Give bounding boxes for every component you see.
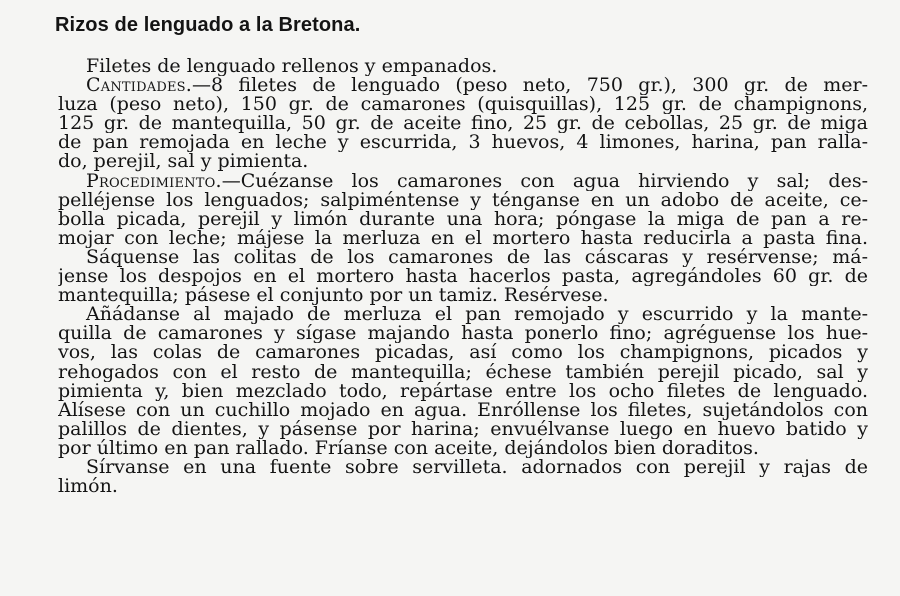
procedure-label: Procedimiento.	[86, 171, 222, 191]
recipe-body	[58, 57, 868, 496]
quantities-line-5: do, perejil, sal y pimienta.	[58, 152, 309, 172]
recipe-title: Rizos de lenguado a la Bretona.	[55, 14, 361, 36]
paragraph-3-line-8: por último en pan rallado. Fríanse con aceite, dejándolos bien doraditos.	[58, 438, 759, 458]
paragraph-3-line-6: Alísese con un cuchillo mojado en agua. Enróllense los filetes, sujetándolos con	[58, 400, 868, 420]
paragraph-2-line-2: jense los despojos en el mortero hasta hacerlos pasta, agregándoles 60 gr. de	[58, 267, 868, 287]
quantities-line-4: de pan remojada en leche y escurrida, 3 huevos, 4 limones, harina, pan ralla-	[58, 133, 868, 153]
procedure-line-2: pelléjense los lenguados; salpiméntense y ténganse en un adobo de aceite, ce-	[58, 190, 868, 210]
serving-line-2: limón.	[58, 477, 118, 497]
procedure-line-1	[58, 172, 868, 191]
subtitle-text: Filetes de lenguado rellenos y empanados.	[86, 57, 498, 77]
quantities-line-2: luza (peso neto), 150 gr. de camarones (quisquillas), 125 gr. de champignons,	[58, 95, 868, 115]
procedure-text-1: —Cuézanse los camarones con agua hirviendo y sal; des-	[221, 171, 868, 191]
paragraph-3-line-4: rehogados con el resto de mantequilla; échese también perejil picado, sal y	[58, 362, 868, 382]
paragraph-2-line-1: Sáquense las colitas de los camarones de las cáscaras y resérvense; má-	[86, 247, 868, 268]
quantities-line-3: 125 gr. de mantequilla, 50 gr. de aceite fino, 25 gr. de cebollas, 25 gr. de miga	[58, 114, 868, 134]
paragraph-3-line-1: Añádanse al majado de merluza el pan remojado y escurrido y la mante-	[86, 305, 868, 325]
procedure-line-4: mojar con leche; májese la merluza en el mortero hasta reducirla a pasta fina.	[58, 228, 868, 248]
paragraph-2-line-3: mantequilla; pásese el conjunto por un tamiz. Resérvese.	[58, 286, 609, 306]
subtitle-line	[58, 57, 868, 76]
serving-line-1: Sírvanse en una fuente sobre servilleta. adornados con perejil y rajas de	[86, 457, 868, 478]
paragraph-3-line-5: pimienta y, bien mezclado todo, repártase entre los ocho filetes de lenguado.	[58, 381, 868, 401]
procedure-line-3: bolla picada, perejil y limón durante una hora; póngase la miga de pan a re-	[58, 209, 868, 229]
quantities-label: Cantidades.	[86, 76, 192, 96]
paragraph-3-line-3: vos, las colas de camarones picadas, así como los champignons, picados y	[58, 343, 868, 363]
quantities-line-1	[58, 76, 868, 95]
quantities-text-1: —8 filetes de lenguado (peso neto, 750 gr.), 300 gr. de mer-	[191, 76, 868, 96]
paragraph-3-line-2: quilla de camarones y sígase majando hasta ponerlo fino; agréguense los hue-	[58, 324, 868, 344]
paragraph-3-line-7: palillos de dientes, y pásense por harina; envuélvanse luego en huevo batido y	[58, 419, 868, 439]
